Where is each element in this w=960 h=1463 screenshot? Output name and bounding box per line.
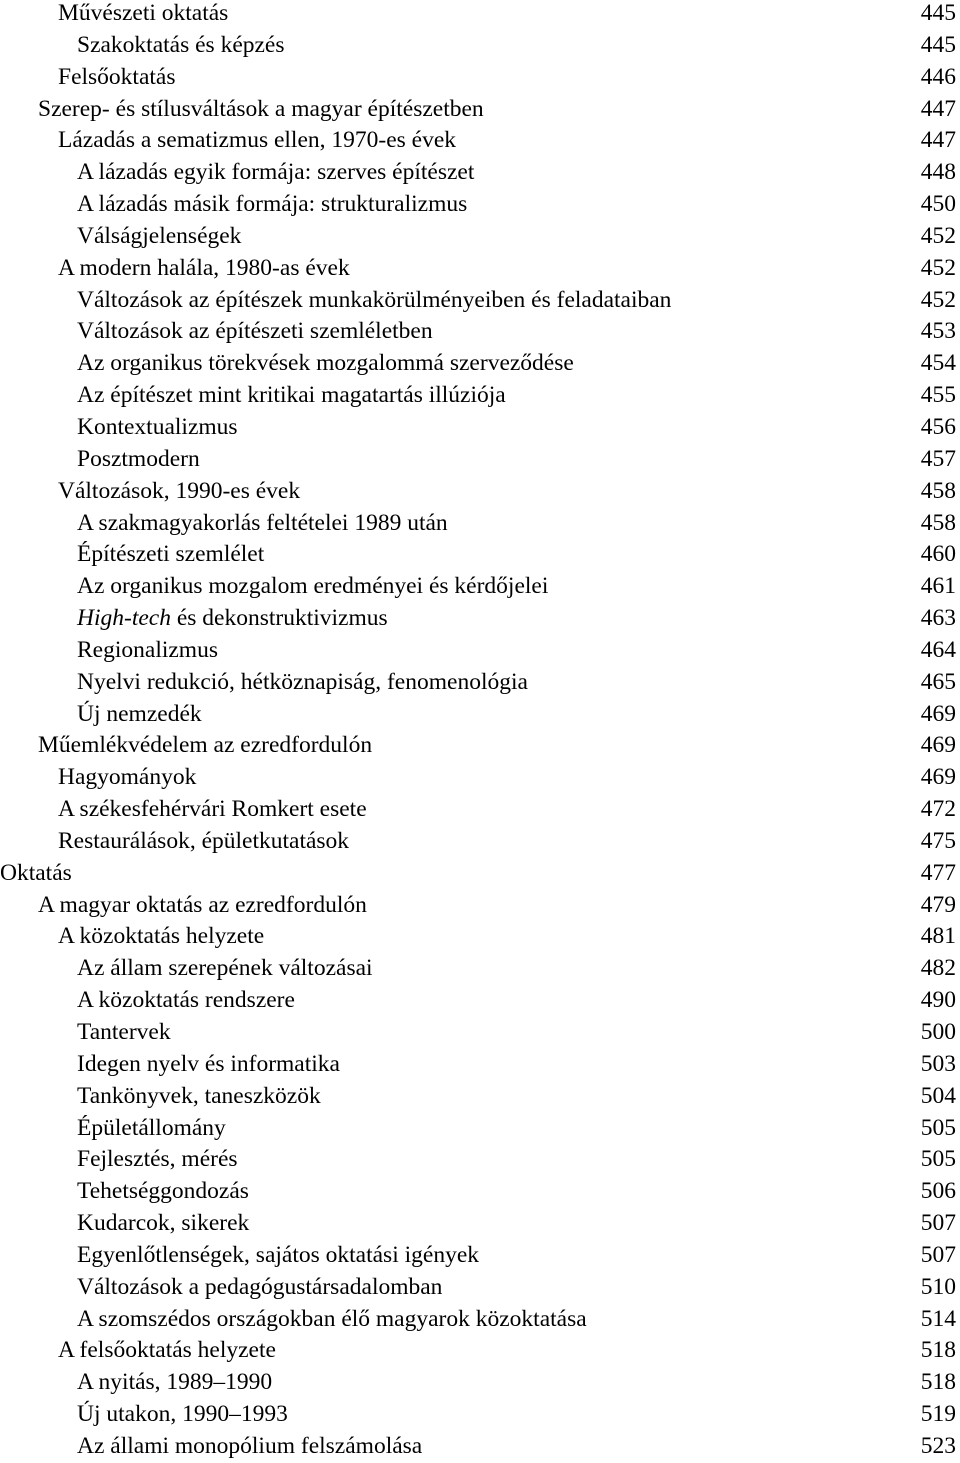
- toc-entry-page-number: 445: [920, 0, 956, 26]
- toc-entry-title-text: Felsőoktatás: [58, 63, 176, 90]
- toc-entry-title: [77, 667, 528, 699]
- toc-entry-title: [58, 1335, 276, 1367]
- toc-entry-title: [77, 1176, 249, 1208]
- toc-entry-page-number: 461: [920, 573, 956, 600]
- toc-entry-page-number: 456: [920, 413, 956, 440]
- toc-entry-page-number: 469: [920, 732, 956, 759]
- toc-entry-title-text: A szomszédos országokban élő magyarok közoktatása: [77, 1305, 587, 1332]
- toc-entry-title-text: Változások az építészeti szemléletben: [77, 318, 433, 345]
- toc-entry-title: [77, 508, 448, 540]
- toc-entry-page-number: 469: [920, 764, 956, 791]
- toc-entry-title: [58, 125, 456, 157]
- toc-entry: [0, 985, 960, 1017]
- toc-entry: [0, 1017, 960, 1049]
- toc-entry-title-italic: High-tech: [77, 605, 171, 632]
- toc-entry-title-text: Építészeti szemlélet: [77, 541, 265, 568]
- toc-entry: [0, 157, 960, 189]
- toc-entry-title: [77, 1017, 171, 1049]
- toc-entry-page-number: 457: [920, 445, 956, 472]
- toc-entry-page-number: 445: [920, 31, 956, 58]
- toc-entry: [0, 444, 960, 476]
- toc-entry-page-number: 505: [920, 1114, 956, 1141]
- toc-entry-title-text: Válságjelenségek: [77, 222, 242, 249]
- toc-entry-title-text: Hagyományok: [58, 764, 197, 791]
- toc-entry-title: [77, 412, 238, 444]
- toc-entry-page-number: 458: [920, 477, 956, 504]
- toc-entry-title: [77, 1049, 340, 1081]
- toc-entry-page-number: 523: [920, 1432, 956, 1459]
- toc-entry-page-number: 460: [920, 541, 956, 568]
- toc-entry: [0, 476, 960, 508]
- toc-entry: [0, 508, 960, 540]
- toc-entry-page-number: 507: [920, 1210, 956, 1237]
- toc-entry-title: [77, 953, 373, 985]
- toc-entry-title: [77, 221, 241, 253]
- toc-entry-page-number: 463: [920, 605, 956, 632]
- toc-entry: [0, 635, 960, 667]
- toc-entry: [0, 730, 960, 762]
- toc-entry: [0, 0, 960, 30]
- toc-entry-page-number: 514: [920, 1305, 956, 1332]
- toc-entry-page-number: 455: [920, 382, 956, 409]
- toc-entry-page-number: 469: [920, 700, 956, 727]
- toc-entry-title: [77, 30, 285, 62]
- toc-entry-title-text: Változások a pedagógustársadalomban: [77, 1273, 443, 1300]
- toc-entry-page-number: 446: [920, 63, 956, 90]
- toc-entry-title: [77, 571, 548, 603]
- toc-entry-title: [77, 1081, 321, 1113]
- toc-entry-page-number: 510: [920, 1273, 956, 1300]
- toc-entry-title-text: Műemlékvédelem az ezredfordulón: [38, 732, 373, 759]
- toc-entry-title-text: Tantervek: [77, 1019, 171, 1045]
- toc-entry-title: [77, 1208, 249, 1240]
- toc-entry: [0, 890, 960, 922]
- toc-entry: [0, 1049, 960, 1081]
- toc-entry-title: [58, 476, 300, 508]
- toc-entry-title-text: Művészeti oktatás: [58, 0, 229, 26]
- toc-entry-title: [77, 157, 474, 189]
- toc-entry-page-number: 452: [920, 222, 956, 249]
- toc-entry-title-text: Fejlesztés, mérés: [77, 1146, 238, 1173]
- toc-entry-page-number: 475: [920, 827, 956, 854]
- toc-entry-title-text: Új nemzedék: [77, 700, 202, 727]
- toc-entry: [0, 62, 960, 94]
- toc-entry-title: [77, 603, 388, 635]
- toc-entry-page-number: 479: [920, 891, 956, 918]
- toc-entry-title: [77, 1304, 587, 1336]
- toc-entry-page-number: 464: [920, 636, 956, 663]
- toc-entry-title: [58, 762, 196, 794]
- toc-entry: [0, 1144, 960, 1176]
- toc-entry: [0, 1367, 960, 1399]
- toc-entry-page-number: 481: [920, 923, 956, 950]
- toc-entry-title-text: A felsőoktatás helyzete: [58, 1337, 276, 1364]
- toc-entry-title-text: Lázadás a sematizmus ellen, 1970-es évek: [58, 127, 457, 154]
- toc-entry-page-number: 518: [920, 1337, 956, 1364]
- toc-entry-title-text: Regionalizmus: [77, 636, 218, 663]
- toc-entry-title: [38, 730, 372, 762]
- toc-entry-title: [58, 921, 264, 953]
- toc-entry: [0, 858, 960, 890]
- toc-entry: [0, 1335, 960, 1367]
- toc-entry-page-number: 450: [920, 191, 956, 218]
- toc-entry-title: [58, 794, 367, 826]
- toc-entry-title-text: Kudarcok, sikerek: [77, 1210, 250, 1237]
- toc-entry-page-number: 505: [920, 1146, 956, 1173]
- toc-entry-page-number: 452: [920, 254, 956, 281]
- toc-entry-page-number: 447: [920, 127, 956, 154]
- toc-entry-title-text: Nyelvi redukció, hétköznapiság, fenomenológia: [77, 668, 528, 695]
- toc-entry-page-number: 465: [920, 668, 956, 695]
- toc-entry-title-text: Tankönyvek, taneszközök: [77, 1082, 321, 1109]
- toc-entry-page-number: 448: [920, 159, 956, 186]
- toc-entry: [0, 1081, 960, 1113]
- toc-entry-title: [77, 1367, 272, 1399]
- toc-entry-title-text: Tehetséggondozás: [77, 1178, 249, 1205]
- toc-entry-title: [58, 253, 350, 285]
- toc-entry-title-text: Az állam szerepének változásai: [77, 955, 373, 982]
- toc-entry: [0, 348, 960, 380]
- toc-entry: [0, 603, 960, 635]
- toc-entry: [0, 189, 960, 221]
- toc-entry: [0, 316, 960, 348]
- toc-entry: [0, 1399, 960, 1431]
- toc-entry-title-text: A magyar oktatás az ezredfordulón: [38, 891, 367, 918]
- toc-entry-title: [77, 1240, 479, 1272]
- toc-entry-title-text: A szakmagyakorlás feltételei 1989 után: [77, 509, 448, 536]
- toc-entry-title-text: Változások az építészek munkakörülményeiben és feladataiban: [77, 286, 672, 313]
- toc-entry-title: [58, 62, 176, 94]
- toc-entry-title-text: A közoktatás rendszere: [77, 987, 295, 1014]
- toc-entry: [0, 1272, 960, 1304]
- toc-entry-title-text: A modern halála, 1980-as évek: [58, 254, 350, 281]
- toc-entry-title: [77, 1113, 226, 1145]
- toc-entry-title-text: Egyenlőtlenségek, sajátos oktatási igények: [77, 1241, 480, 1268]
- toc-entry: [0, 1208, 960, 1240]
- toc-entry-title: [77, 444, 200, 476]
- toc-entry: [0, 412, 960, 444]
- toc-entry-title-text: Az organikus törekvések mozgalommá szerveződése: [77, 350, 574, 377]
- toc-entry: [0, 1176, 960, 1208]
- toc-entry-title-text: A székesfehérvári Romkert esete: [58, 796, 367, 823]
- toc-entry: [0, 1431, 960, 1463]
- toc-entry-title-text: Restaurálások, épületkutatások: [58, 827, 350, 854]
- toc-entry-page-number: 454: [920, 350, 956, 377]
- toc-entry: [0, 1113, 960, 1145]
- toc-entry-page-number: 447: [920, 95, 956, 122]
- toc-entry-page-number: 519: [920, 1401, 956, 1428]
- toc-entry-title: [77, 699, 202, 731]
- toc-entry-page-number: 452: [920, 286, 956, 313]
- toc-entry-page-number: 504: [920, 1082, 956, 1109]
- toc-entry: [0, 30, 960, 62]
- toc-entry-title: [77, 1144, 238, 1176]
- toc-entry-title-text: és dekonstruktivizmus: [170, 605, 388, 632]
- toc-entry-title: [38, 94, 484, 126]
- toc-entry-page-number: 490: [920, 987, 956, 1014]
- toc-entry-title-text: Épületállomány: [77, 1114, 226, 1141]
- toc-entry: [0, 125, 960, 157]
- toc-entry-title: [77, 1272, 442, 1304]
- toc-entry: [0, 571, 960, 603]
- toc-entry-title-text: Változások, 1990-es évek: [58, 477, 301, 504]
- toc-entry: [0, 221, 960, 253]
- toc-entry-title: [77, 285, 671, 317]
- toc-entry-page-number: 500: [920, 1019, 956, 1045]
- toc-entry: [0, 1240, 960, 1272]
- toc-entry-title: [77, 1431, 422, 1463]
- toc-entry-title-text: Az állami monopólium felszámolása: [77, 1432, 423, 1459]
- toc-entry: [0, 699, 960, 731]
- toc-entry-title-text: Az organikus mozgalom eredményei és kérdőjelei: [77, 573, 549, 600]
- toc-entry-page-number: 458: [920, 509, 956, 536]
- toc-entry: [0, 1304, 960, 1336]
- toc-entry-title: [77, 189, 467, 221]
- toc-entry: [0, 285, 960, 317]
- toc-entry-page-number: 503: [920, 1050, 956, 1077]
- toc-entry-title-text: A lázadás másik formája: strukturalizmus: [77, 191, 468, 218]
- toc-entry-title-text: Kontextualizmus: [77, 413, 238, 440]
- toc-entry: [0, 253, 960, 285]
- toc-entry-page-number: 506: [920, 1178, 956, 1205]
- toc-entry-title-text: Szakoktatás és képzés: [77, 31, 285, 58]
- toc-entry-title-text: A lázadás egyik formája: szerves építészet: [77, 159, 475, 186]
- toc-entry-page-number: 482: [920, 955, 956, 982]
- toc-entry-title: [58, 826, 349, 858]
- toc-entry-title-text: Új utakon, 1990–1993: [77, 1401, 288, 1428]
- toc-entry-title: [77, 985, 295, 1017]
- toc-entry-title-text: Az építészet mint kritikai magatartás illúziója: [77, 382, 506, 409]
- toc-entry-title: [38, 890, 367, 922]
- toc-entry-title: [77, 380, 506, 412]
- toc-entry-page-number: 518: [920, 1369, 956, 1396]
- toc-entry-title-text: Oktatás: [0, 859, 72, 886]
- toc-entry-title-text: A nyitás, 1989–1990: [77, 1369, 273, 1396]
- toc-entry-title-text: Szerep- és stílusváltások a magyar építészetben: [38, 95, 484, 122]
- toc-entry: [0, 826, 960, 858]
- toc-entry-title: [77, 316, 433, 348]
- toc-entry-title-text: Idegen nyelv és informatika: [77, 1050, 340, 1077]
- toc-entry: [0, 953, 960, 985]
- toc-entry: [0, 380, 960, 412]
- toc-entry-title-text: Posztmodern: [77, 445, 200, 472]
- toc-entry: [0, 539, 960, 571]
- toc-entry-title: [58, 0, 228, 30]
- toc-entry-title: [0, 858, 72, 890]
- toc-entry-page-number: 507: [920, 1241, 956, 1268]
- toc-entry-page-number: 453: [920, 318, 956, 345]
- toc-entry: [0, 921, 960, 953]
- toc-entry-title: [77, 348, 574, 380]
- toc-entry: [0, 667, 960, 699]
- toc-entry-title-text: A közoktatás helyzete: [58, 923, 265, 950]
- toc-entry: [0, 94, 960, 126]
- toc-entry-title: [77, 1399, 288, 1431]
- toc-entry-title: [77, 635, 218, 667]
- toc-entry-title: [77, 539, 264, 571]
- toc-entry-page-number: 477: [920, 859, 956, 886]
- toc-entry-page-number: 472: [920, 796, 956, 823]
- toc-entry: [0, 762, 960, 794]
- toc-entry: [0, 794, 960, 826]
